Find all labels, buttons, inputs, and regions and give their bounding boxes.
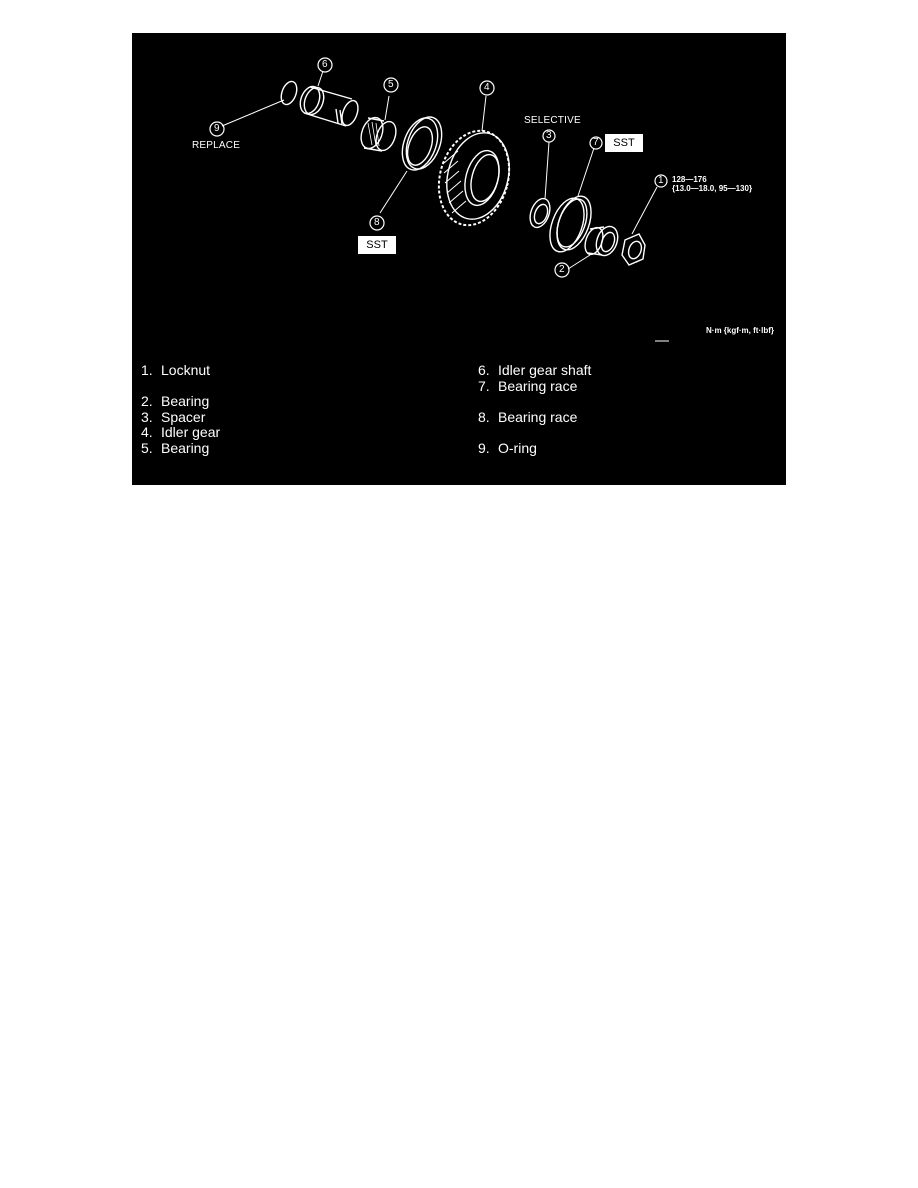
torque-spec xyxy=(672,175,752,193)
callout-3: 3 xyxy=(546,130,552,141)
spacer-icon xyxy=(526,196,553,230)
legend-item: 7. Bearing race xyxy=(478,377,578,394)
callout-1: 1 xyxy=(658,175,664,186)
idler-gear-shaft-icon xyxy=(297,84,361,128)
legend-item: 5. Bearing xyxy=(141,439,210,456)
torque-nm: 128—176 xyxy=(672,175,707,184)
bearing-5-icon xyxy=(357,115,399,154)
replace-note: REPLACE xyxy=(192,140,241,151)
idler-gear-icon xyxy=(429,123,520,233)
torque-kgf-ftlbf: {13.0—18.0, 95—130} xyxy=(672,184,753,193)
legend-item: 1. Locknut xyxy=(141,362,211,378)
legend-right xyxy=(478,363,591,457)
callout-7: 7 xyxy=(593,137,599,148)
bearing-race-7-icon xyxy=(543,192,597,257)
sst-label-7: SST xyxy=(605,134,643,152)
exploded-view-figure xyxy=(132,33,786,485)
callout-5: 5 xyxy=(388,79,394,90)
locknut-icon xyxy=(622,234,645,265)
o-ring-icon xyxy=(278,79,299,106)
callout-9: 9 xyxy=(214,123,220,134)
legend-item: 9. O-ring xyxy=(478,439,537,456)
legend-item: 8. Bearing race xyxy=(478,408,578,425)
exploded-view-drawing xyxy=(132,33,786,353)
legend-item: 4. Idler gear xyxy=(141,424,221,441)
legend-left xyxy=(141,363,220,457)
callout-2: 2 xyxy=(559,264,565,275)
legend-spacer xyxy=(478,425,591,441)
callout-8: 8 xyxy=(374,217,380,228)
legend-spacer xyxy=(141,379,220,395)
legend-spacer xyxy=(478,394,591,410)
legend-item: 3. Spacer xyxy=(141,408,206,425)
torque-units: N·m {kgf·m, ft·lbf} xyxy=(706,326,774,335)
callout-6: 6 xyxy=(322,59,328,70)
legend-item: 6. Idler gear shaft xyxy=(478,362,592,378)
bearing-race-8-icon xyxy=(396,112,449,175)
sst-label-8: SST xyxy=(358,236,396,254)
legend-item: 2. Bearing xyxy=(141,393,210,410)
selective-note: SELECTIVE xyxy=(524,115,581,126)
callout-4: 4 xyxy=(484,82,490,93)
